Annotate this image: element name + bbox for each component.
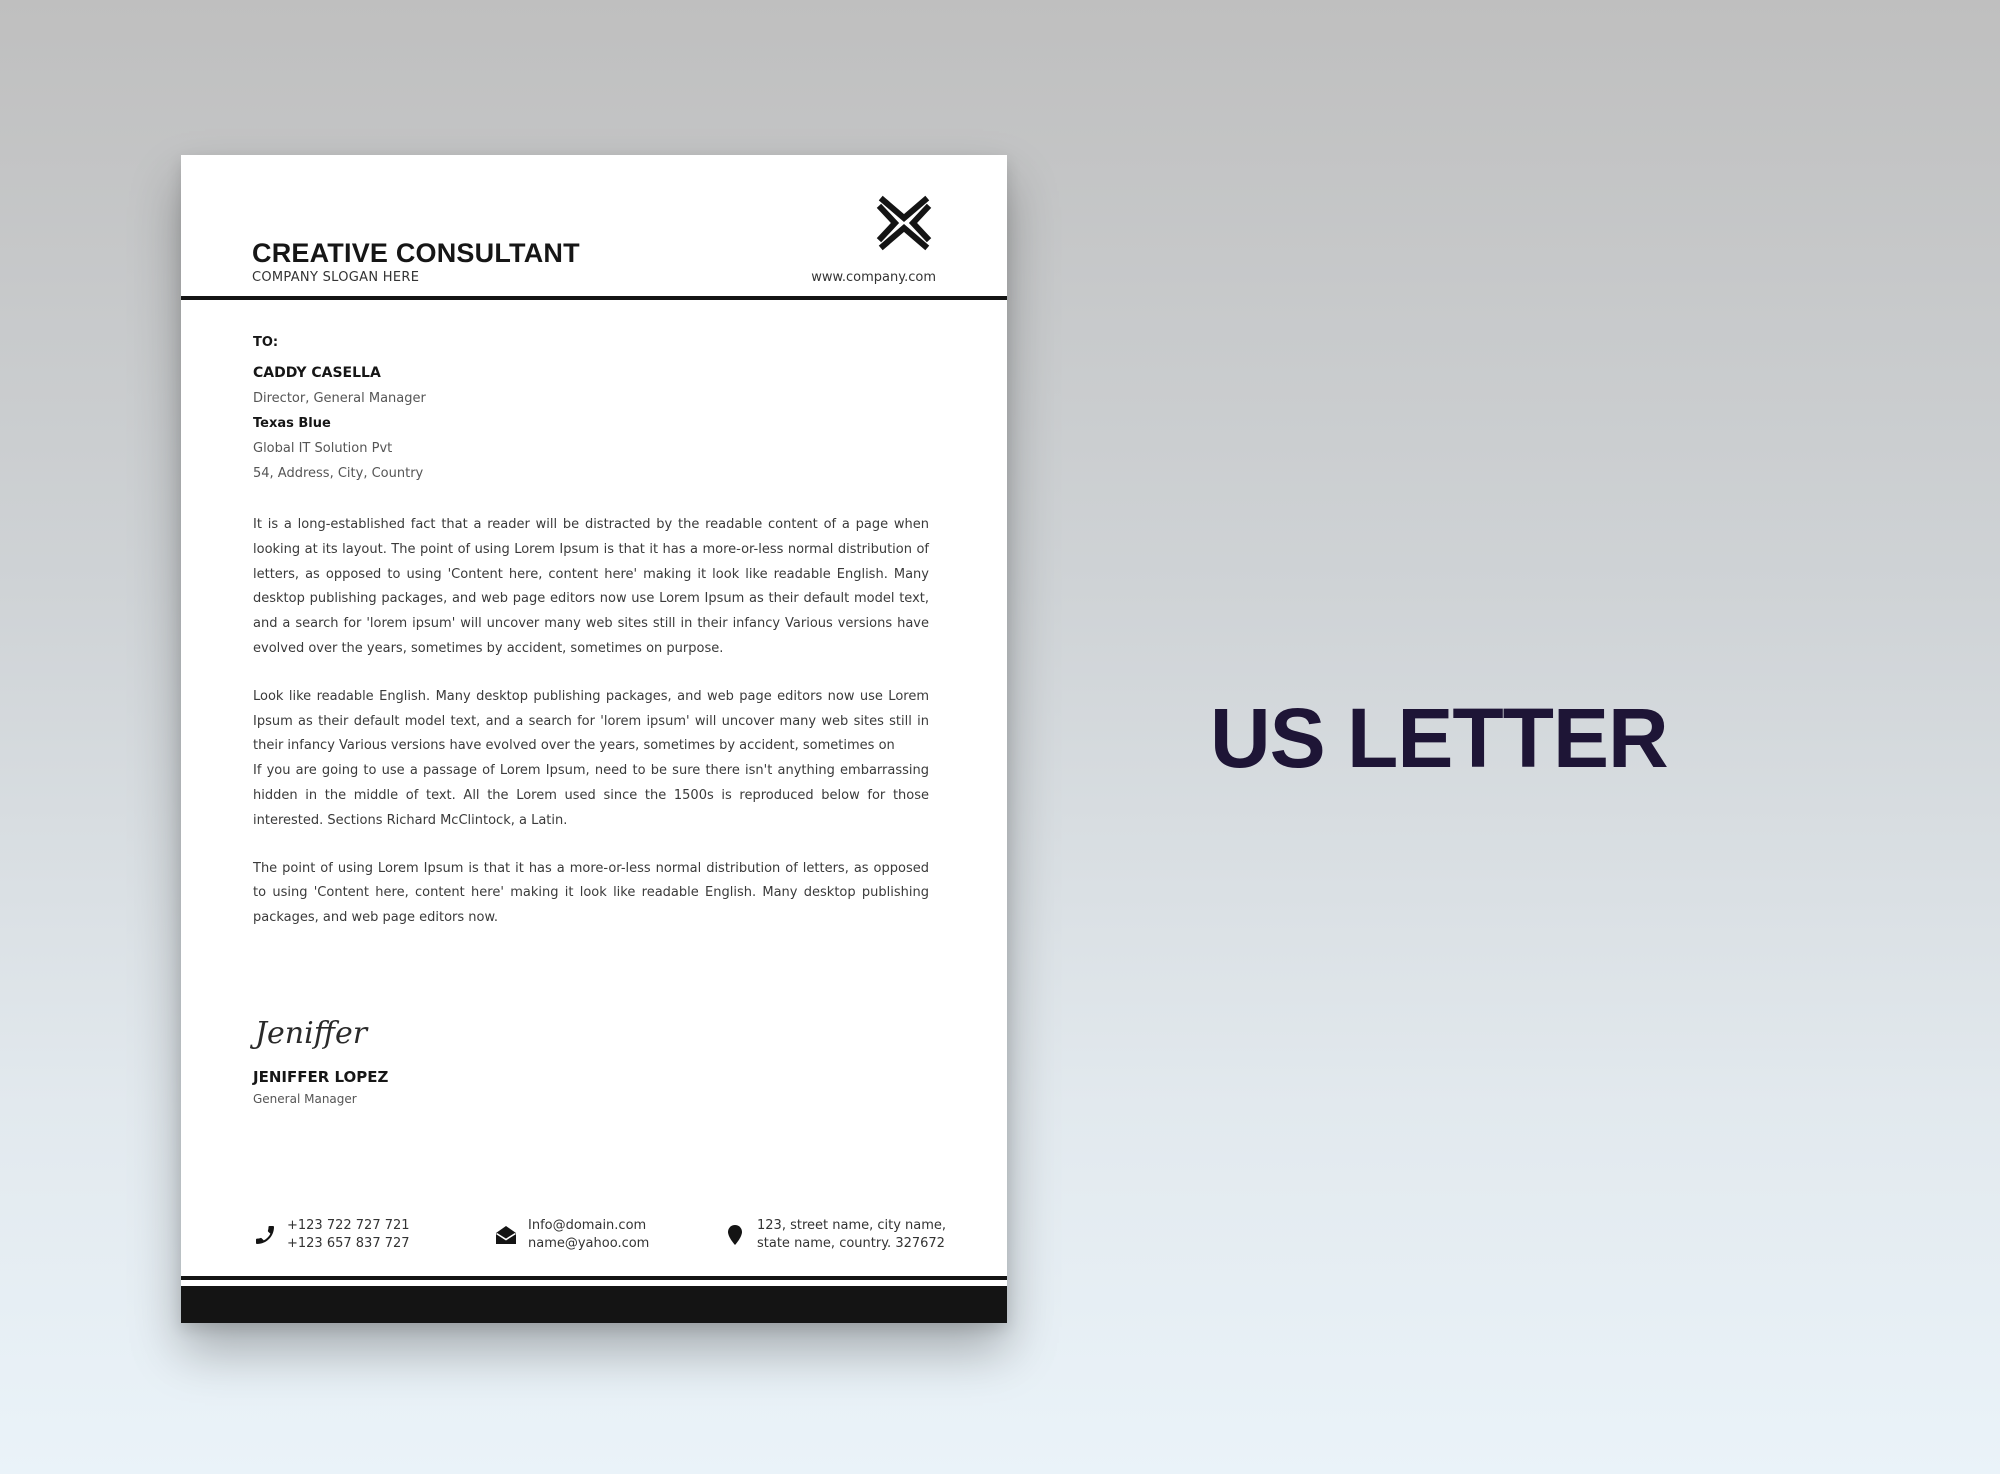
- body-paragraph-3: If you are going to use a passage of Lorem Ipsum, need to be sure there isn't anything embarrassing hidden in the middle of text. All the Lorem used since the 1500s is reproduced below for those interested. Sections Richard McClintock, a Latin.: [253, 763, 929, 828]
- contact-phone: [253, 1217, 410, 1253]
- recipient-address: 54, Address, City, Country: [253, 466, 424, 481]
- company-website: www.company.com: [811, 270, 936, 285]
- company-slogan: COMPANY SLOGAN HERE: [252, 270, 420, 285]
- email-line-1: Info@domain.com: [528, 1218, 647, 1233]
- phone-icon: [253, 1223, 277, 1247]
- body-paragraph-2: Look like readable English. Many desktop publishing packages, and web page editors now use Lorem Ipsum as their default model text, and a search for 'lorem ipsum' will uncover many web sites still in their infancy Various versions have evolved over the years, sometimes by accident, sometimes on: [253, 688, 929, 754]
- recipient-name: CADDY CASELLA: [253, 365, 381, 381]
- body-paragraph-4: The point of using Lorem Ipsum is that it has a more-or-less normal distribution of letters, as opposed to using 'Content here, content here' making it look like readable English. Many desktop publishing packages, and web page editors now.: [253, 860, 929, 926]
- handwritten-signature: [253, 1009, 368, 1059]
- x-chevrons-logo-icon: [875, 194, 933, 252]
- recipient-title: Director, General Manager: [253, 391, 426, 406]
- signer-name: JENIFFER LOPEZ: [253, 1068, 389, 1086]
- recipient-block: [253, 361, 426, 486]
- to-label: TO:: [253, 335, 279, 350]
- address-line-2: state name, country. 327672: [757, 1236, 945, 1251]
- email-line-2: name@yahoo.com: [528, 1236, 650, 1251]
- recipient-company: Texas Blue: [253, 416, 331, 431]
- body-paragraph-1: It is a long-established fact that a reader will be distracted by the readable content of a page when looking at its layout. The point of using Lorem Ipsum is that it has a more-or-less normal distribution of letters, as opposed to using 'Content here, content here' making it look like readable English. Many desktop publishing packages, and web page editors now use Lorem Ipsum as their default model text, and a search for 'lorem ipsum' will uncover many web sites still in their infancy Various versions have evolved over the years, sometimes by accident, sometimes on purpose.: [253, 517, 929, 656]
- company-name: CREATIVE CONSULTANT: [252, 238, 580, 268]
- location-pin-icon: [723, 1223, 747, 1247]
- footer-bar: [181, 1286, 1007, 1323]
- letterhead-page: [181, 155, 1007, 1323]
- recipient-organization: Global IT Solution Pvt: [253, 441, 393, 456]
- format-label: US LETTER: [1210, 691, 1668, 785]
- svg-text:Jeniffer: Jeniffer: [255, 1016, 368, 1051]
- signer-title: General Manager: [253, 1092, 357, 1106]
- footer-divider: [181, 1276, 1007, 1280]
- letter-body: [253, 513, 929, 954]
- address-line-1: 123, street name, city name,: [757, 1218, 947, 1233]
- envelope-icon: [494, 1223, 518, 1247]
- header-divider: [181, 296, 1007, 300]
- contact-address: [723, 1217, 946, 1253]
- phone-line-2: +123 657 837 727: [287, 1236, 410, 1251]
- contact-email: [494, 1217, 649, 1253]
- phone-line-1: +123 722 727 721: [287, 1218, 410, 1233]
